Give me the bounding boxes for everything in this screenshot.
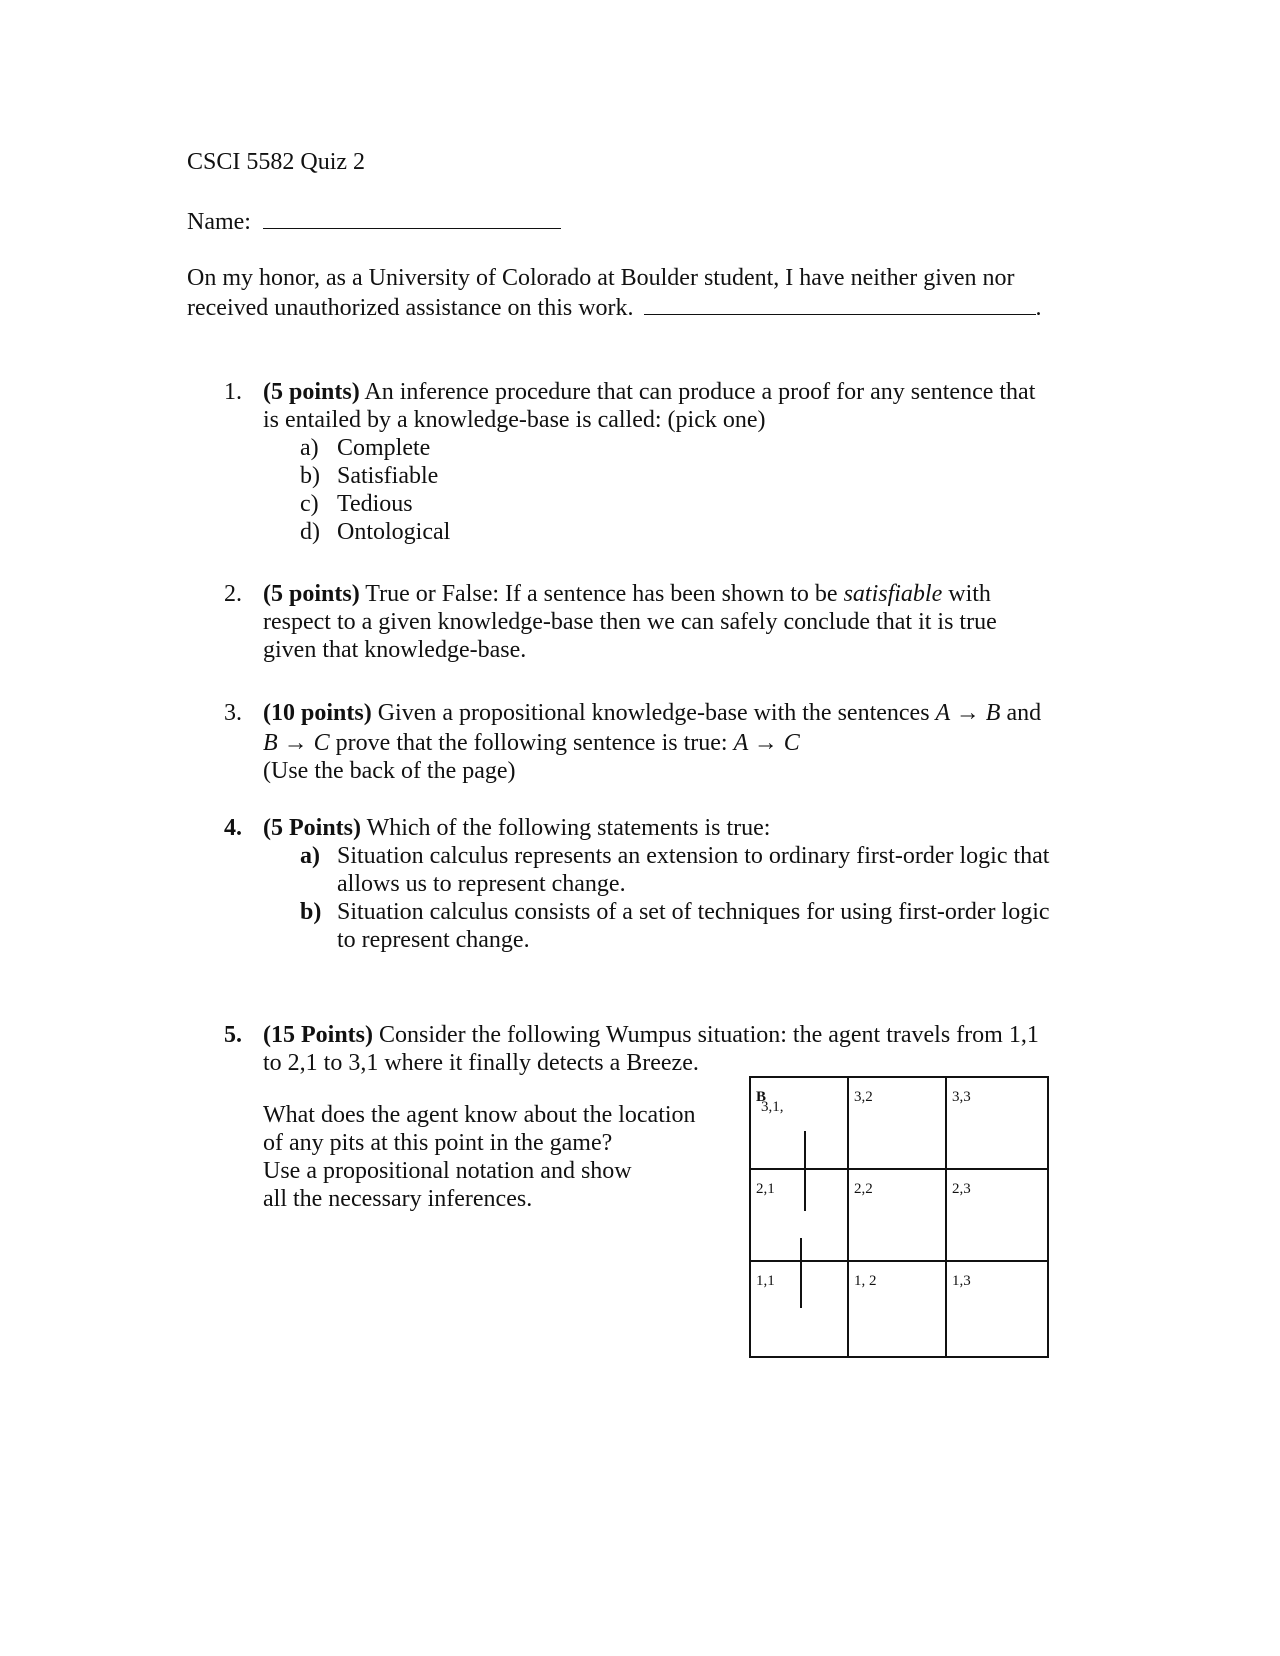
name-row xyxy=(187,206,561,236)
agent-path-lower xyxy=(800,1238,802,1308)
wumpus-grid xyxy=(749,1076,1049,1358)
question-5-line-2: to 2,1 to 3,1 where it finally detects a Breeze. xyxy=(263,1050,699,1076)
grid-cell-1-1 xyxy=(749,1260,849,1358)
grid-cell-1-3 xyxy=(945,1260,1049,1358)
option-1d[interactable] xyxy=(300,518,1104,546)
question-3-number: 3. xyxy=(224,700,242,726)
question-1-number: 1. xyxy=(224,379,242,405)
prompt-line-4: all the necessary inferences. xyxy=(263,1186,533,1212)
option-1c[interactable] xyxy=(300,490,1104,518)
cell-label: 1,3 xyxy=(952,1273,971,1289)
question-3-text-b: prove that the following sentence is true: xyxy=(329,730,734,756)
honor-line-2-row xyxy=(187,292,1087,322)
question-1-line-1: An inference procedure that can produce a proof for any sentence that xyxy=(359,379,1036,405)
question-5-line-1: Consider the following Wumpus situation: the agent travels from 1,1 xyxy=(373,1022,1039,1048)
option-text: Satisfiable xyxy=(337,463,439,489)
option-4b[interactable] xyxy=(300,898,1104,954)
cell-label: 2,2 xyxy=(854,1181,873,1197)
honor-line-2: received unauthorized assistance on this work. xyxy=(187,295,634,321)
question-4-text xyxy=(263,814,1104,842)
question-1-text xyxy=(263,378,1104,434)
option-4a-line-2: allows us to represent change. xyxy=(337,871,626,897)
option-4a-line-1: Situation calculus represents an extension to ordinary first-order logic that xyxy=(337,843,1050,869)
question-2-emphasis: satisfiable xyxy=(843,581,943,607)
cell-label: 3,3 xyxy=(952,1089,971,1105)
option-1b[interactable] xyxy=(300,462,1104,490)
question-4-points: (5 Points) xyxy=(263,815,361,841)
option-4b-line-1: Situation calculus consists of a set of techniques for using first-order logic xyxy=(337,899,1050,925)
question-5-text xyxy=(263,1021,1104,1077)
question-3-and: and xyxy=(1000,700,1042,726)
cell-label: 3,1, xyxy=(761,1099,784,1115)
honor-statement xyxy=(187,264,1087,322)
question-2-text-b: with xyxy=(942,581,991,607)
question-2-points: (5 points) xyxy=(263,581,360,607)
question-3-text-a: Given a propositional knowledge-base with the sentences xyxy=(371,700,936,726)
question-4-prompt: Which of the following statements is true: xyxy=(361,815,771,841)
question-3 xyxy=(224,699,1104,785)
question-1-options xyxy=(300,434,1104,546)
question-3-line-3: (Use the back of the page) xyxy=(263,758,516,784)
expression-a-implies-c: A → C xyxy=(733,730,800,756)
cell-label: 1,1 xyxy=(756,1273,775,1289)
option-text: Tedious xyxy=(337,491,413,517)
option-label: b) xyxy=(300,899,322,925)
honor-period: . xyxy=(1035,295,1042,321)
name-blank[interactable] xyxy=(263,206,561,229)
grid-cell-2-3 xyxy=(945,1168,1049,1262)
question-2-text xyxy=(263,580,1104,664)
question-5-prompt xyxy=(263,1101,723,1213)
option-label: b) xyxy=(300,463,320,489)
option-label: c) xyxy=(300,491,319,517)
question-1 xyxy=(224,378,1104,546)
course-title: CSCI 5582 Quiz 2 xyxy=(187,149,366,175)
question-1-points: (5 points) xyxy=(263,379,360,405)
option-text: Complete xyxy=(337,435,431,461)
question-2-line-2: respect to a given knowledge-base then we can safely conclude that it is true xyxy=(263,609,997,635)
signature-blank[interactable] xyxy=(644,292,1036,315)
question-4 xyxy=(224,814,1104,954)
prompt-line-3: Use a propositional notation and show xyxy=(263,1158,632,1184)
option-label: a) xyxy=(300,435,319,461)
prompt-line-1: What does the agent know about the location xyxy=(263,1102,696,1128)
breeze-marker: B xyxy=(756,1089,767,1105)
option-1a[interactable] xyxy=(300,434,1104,462)
grid-cell-3-1 xyxy=(749,1076,849,1170)
question-2-text-a: True or False: If a sentence has been shown to be xyxy=(359,581,844,607)
question-5-number: 5. xyxy=(224,1022,242,1048)
question-2-number: 2. xyxy=(224,581,242,607)
question-1-line-2: is entailed by a knowledge-base is called: (pick one) xyxy=(263,407,766,433)
option-4a[interactable] xyxy=(300,842,1104,898)
option-4b-line-2: to represent change. xyxy=(337,927,530,953)
cell-label: 1, 2 xyxy=(854,1273,877,1289)
expression-a-implies-b: A → B xyxy=(935,700,1001,726)
question-5-points: (15 Points) xyxy=(263,1022,373,1048)
option-label: a) xyxy=(300,843,320,869)
grid-cell-1-2 xyxy=(847,1260,947,1358)
cell-label: 3,2 xyxy=(854,1089,873,1105)
question-2-line-3: given that knowledge-base. xyxy=(263,637,527,663)
option-label: d) xyxy=(300,519,320,545)
question-3-points: (10 points) xyxy=(263,700,372,726)
question-4-options xyxy=(300,842,1104,954)
cell-label: 2,1 xyxy=(756,1181,775,1197)
grid-cell-2-1 xyxy=(749,1168,849,1262)
question-3-text xyxy=(263,699,1104,785)
question-4-number: 4. xyxy=(224,815,242,841)
grid-cell-3-3 xyxy=(945,1076,1049,1170)
name-label: Name: xyxy=(187,209,251,235)
grid-cell-3-2 xyxy=(847,1076,947,1170)
honor-line-1: On my honor, as a University of Colorado at Boulder student, I have neither given nor xyxy=(187,265,1015,291)
grid-cell-2-2 xyxy=(847,1168,947,1262)
agent-path-upper xyxy=(804,1131,806,1211)
question-2 xyxy=(224,580,1104,664)
prompt-line-2: of any pits at this point in the game? xyxy=(263,1130,613,1156)
expression-b-implies-c: B → C xyxy=(263,730,330,756)
option-text: Ontological xyxy=(337,519,451,545)
cell-label: 2,3 xyxy=(952,1181,971,1197)
question-5 xyxy=(224,1021,1104,1077)
